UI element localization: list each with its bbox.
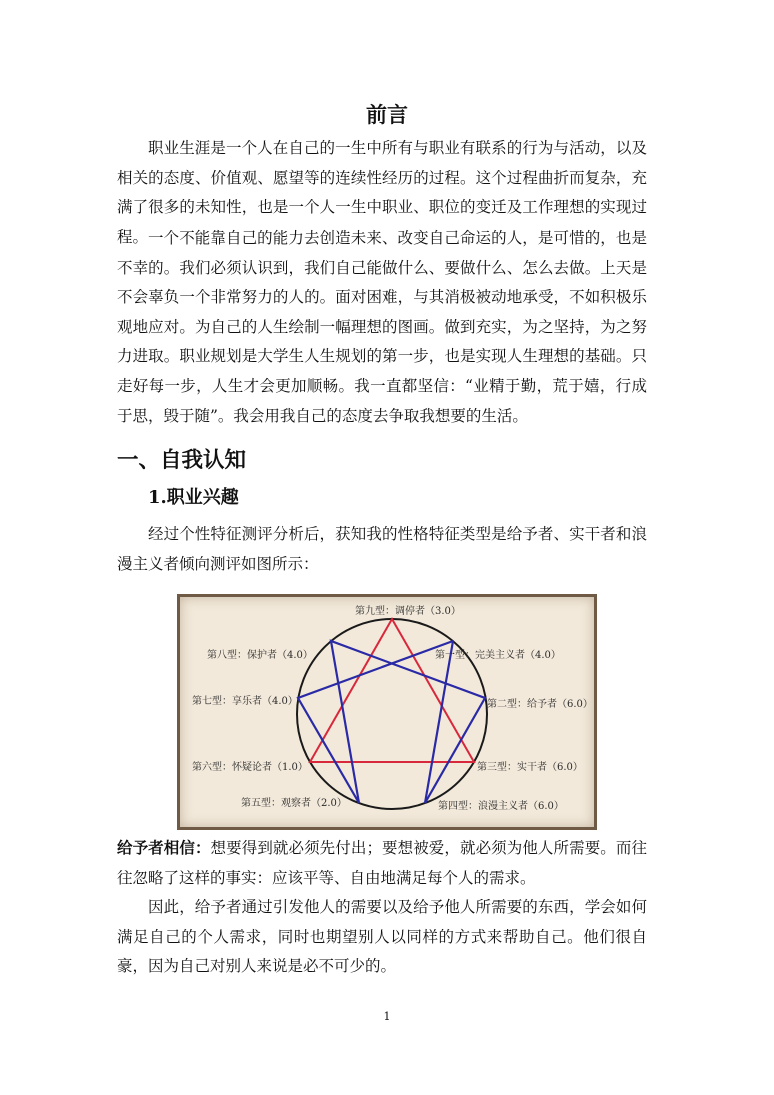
giver-paragraph: 因此，给予者通过引发他人的需要以及给予他人所需要的东西，学会如何满足自己的个人需求，同时也期望别人以同样的方式来帮助自己。他们很自豪，因为自己对别人来说是必不可少的。 xyxy=(117,898,647,976)
preface-paragraph-1: 职业生涯是一个人在自己的一生中所有与职业有联系的行为与活动，以及相关的态度、价值观、愿望等的连续性经历的过程。这个过程曲折而复杂，充满了很多的未知性，也是一个人一生中职业、职位的变迁及工作理想的实现过程。 xyxy=(117,139,647,246)
enneagram-diagram xyxy=(180,597,594,827)
type-3-label: 第三型：实干者（6.0） xyxy=(477,762,583,773)
hexad-lines xyxy=(298,641,485,803)
enneagram-intro: 经过个性特征测评分析后，获知我的性格特征类型是给予者、实干者和浪漫主义者倾向测评如图所示： xyxy=(117,525,647,573)
preface-paragraph-2: 一个不能靠自己的能力去创造未来、改变自己命运的人，是可惜的，也是不幸的。我们必须认识到，我们自己能做什么、要做什么、怎么去做。上天是不会辜负一个非常努力的人的。面对困难，与其消极被动地承受，不如积极乐观地应对。为自己的人生绘制一幅理想的图画。做到充实，为之坚持，为之努力进取。职业规划是大学生人生规划的第一步，也是实现人生理想的基础。只走好每一步，人生才会更加顺畅。我一直都坚信：“业精于勤，荒于嬉，行成于思，毁于随”。我会用我自己的态度去争取我想要的生活。 xyxy=(117,229,647,425)
type-5-label: 第五型：观察者（2.0） xyxy=(241,798,347,809)
page-title: 前言 xyxy=(366,102,408,127)
subsection-heading: 1.职业兴趣 xyxy=(148,487,239,508)
page-number: 1 xyxy=(383,1010,391,1023)
type-1-label: 第一型：完美主义者（4.0） xyxy=(435,650,561,661)
type-6-label: 第六型：怀疑论者（1.0） xyxy=(192,762,308,773)
giver-belief xyxy=(117,833,647,893)
giver-belief-lead: 给予者相信： xyxy=(117,838,211,857)
type-7-label: 第七型：享乐者（4.0） xyxy=(192,696,298,707)
section-heading: 一、自我认知 xyxy=(117,448,247,473)
type-8-label: 第八型：保护者（4.0） xyxy=(207,650,313,661)
giver-belief-text: 想要得到就必须先付出；要想被爱，就必须为他人所需要。而往往忽略了这样的事实：应该平等、自由地满足每个人的需求。 xyxy=(117,839,647,887)
triangle-9-3-6 xyxy=(310,619,474,762)
type-9-label: 第九型：调停者（3.0） xyxy=(355,606,461,617)
type-2-label: 第二型：给予者（6.0） xyxy=(487,699,593,710)
type-4-label: 第四型：浪漫主义者（6.0） xyxy=(438,801,564,812)
enneagram-figure xyxy=(177,594,597,830)
enneagram-circle xyxy=(297,619,487,809)
